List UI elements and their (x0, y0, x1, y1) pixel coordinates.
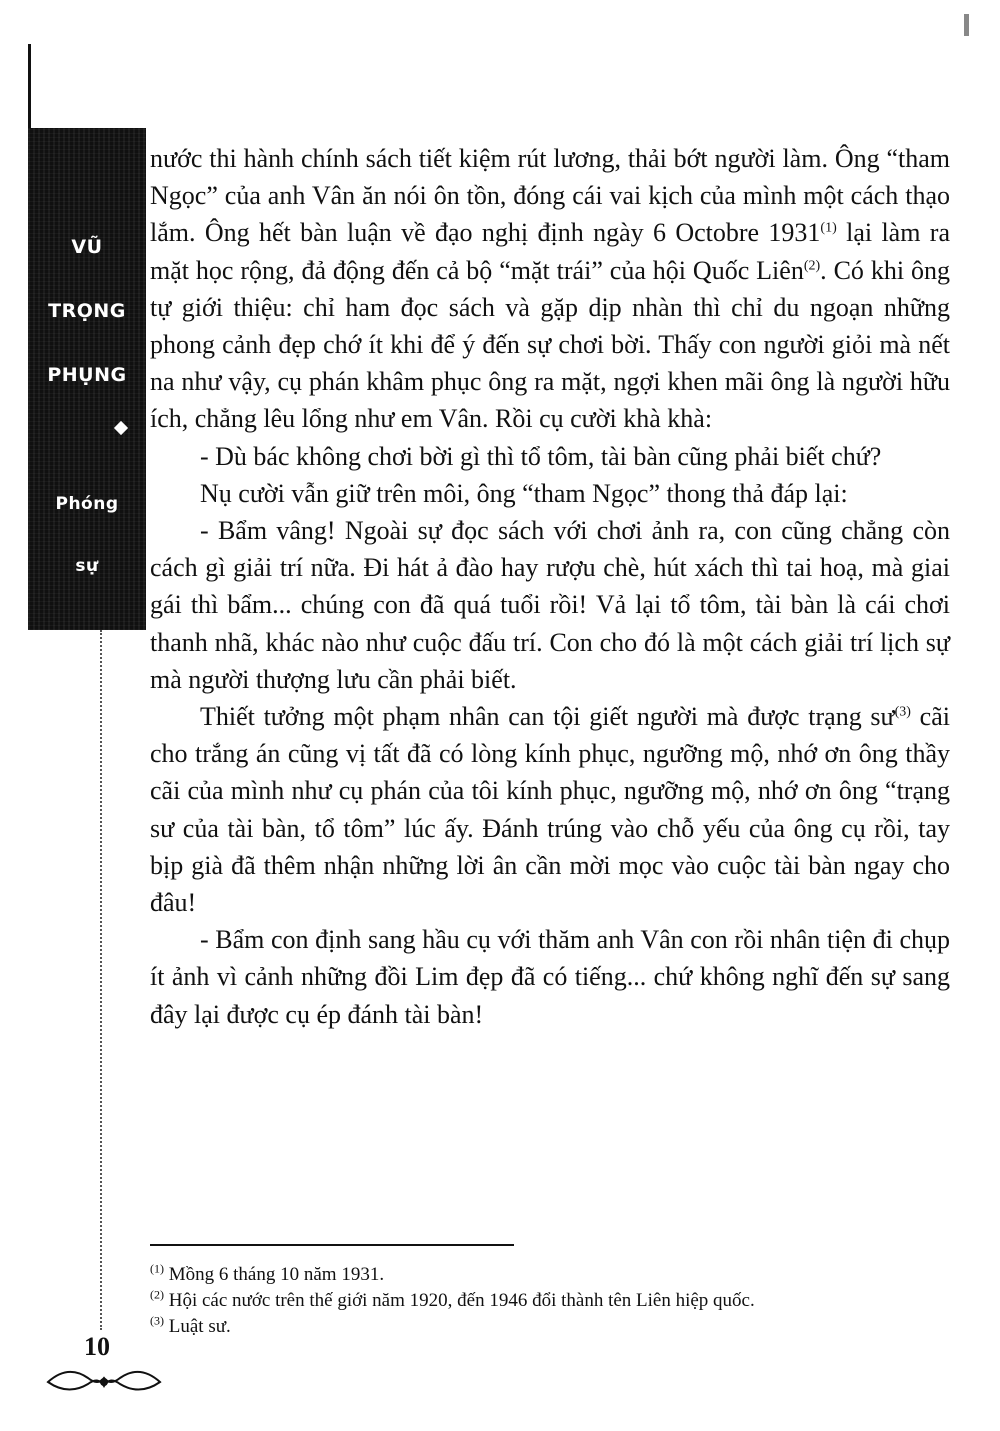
paragraph-text: cãi cho trắng án cũng vị tất đã có lòng kính phục, ngưỡng mộ, nhớ ơn ông thầy cãi của mình như cụ phán của tôi kính phục, ngưỡng mộ, nhớ ơn ông “trạng sư của tài bàn, tổ tôm” lúc ấy. Đánh trúng vào chỗ yếu của ông cụ rồi, tay bịp già đã thêm nhận những lời ân cần mời mọc vào cuộc tài bàn ngay cho đâu! (150, 702, 950, 918)
footnote-ref: (1) (820, 220, 837, 236)
body-text (150, 140, 950, 1033)
margin-dotted-rule (100, 630, 102, 1330)
banner-author-middle: TRỌNG (48, 300, 126, 322)
footnote-3: $^{(3)}$ Luật sư. (150, 1313, 231, 1337)
banner-top (28, 44, 149, 130)
banner-author-last: PHỤNG (47, 364, 127, 386)
paragraph-text: Thiết tưởng một phạm nhân can tội giết người mà được trạng sư (200, 702, 895, 732)
paragraph-text: lại làm ra mặt học rộng, đả động đến cả bộ “mặt trái” của hội Quốc Liên (150, 218, 950, 285)
footnote-ref: (2) (803, 257, 821, 273)
paragraph (150, 140, 950, 438)
banner-genre-2: sự (75, 556, 99, 576)
page-number: 10 (84, 1332, 110, 1361)
banner-author-first: VŨ (71, 236, 103, 258)
banner-dot-icon (114, 421, 128, 435)
paragraph-text: - Dù bác không chơi bời gì thì tổ tôm, tài bàn cũng phải biết chứ? (200, 441, 882, 471)
paragraph-text: - Bẩm vâng! Ngoài sự đọc sách với chơi ảnh ra, con cũng chẳng còn cách gì giải trí nữa. Đi hát ả đào hay rượu chè, hút xách thì tai hoạ, mà giai gái thì bẩm... chúng con đã quá tuổi rồi! Vả lại tổ tôm, tài bàn là cái chơi thanh nhã, khác nào như cuộc đấu trí. Con cho đó là một cách giải trí lịch sự mà người thượng lưu cần phải biết. (150, 516, 950, 694)
paragraph (150, 921, 950, 1033)
footnote-ref: (3) (894, 704, 911, 720)
footnote-2: $^{(2)}$ Hội các nước trên thế giới năm 1920, đến 1946 đổi thành tên Liên hiệp quốc. (150, 1287, 755, 1311)
flourish-ornament-icon (44, 1362, 164, 1402)
paragraph-text: nước thi hành chính sách tiết kiệm rút lương, thải bớt người làm. Ông “tham Ngọc” của anh Vân ăn nói ôn tồn, đóng cái vai kịch của mình một cách thạo lắm. Ông hết bàn luận về đạo nghị định ngày 6 Octobre 1931 (150, 144, 950, 248)
paragraph (150, 438, 950, 475)
footnotes (150, 1262, 950, 1340)
paragraph-text: - Bẩm con định sang hầu cụ với thăm anh Vân con rồi nhân tiện đi chụp ít ảnh vì cảnh những đồi Lim đẹp đã có tiếng... chứ không nghĩ đến sự sang đây lại được cụ ép đánh tài bàn! (150, 925, 950, 1029)
corner-mark (964, 14, 969, 36)
paragraph (150, 512, 950, 698)
banner-genre-1: Phóng (55, 494, 119, 514)
paragraph-text: . Có khi ông tự giới thiệu: chỉ ham đọc sách và gặp dịp nhàn thì chỉ du ngoạn những phong cảnh đẹp chớ ít khi để ý đến sự chơi bời. Thấy con người giỏi mà nết na như vậy, cụ phán khâm phục ông ra mặt, ngợi khen mãi ông là người hữu ích, chẳng lêu lổng như em Vân. Rồi cụ cười khà khà: (150, 255, 950, 434)
side-banner (28, 128, 146, 630)
paragraph (150, 475, 950, 512)
footnote-1: $^{(1)}$ Mồng 6 tháng 10 năm 1931. (150, 1261, 385, 1285)
footnote-rule (150, 1244, 514, 1246)
paragraph-text: Nụ cười vẫn giữ trên môi, ông “tham Ngọc” thong thả đáp lại: (200, 478, 848, 508)
paragraph (150, 698, 950, 921)
